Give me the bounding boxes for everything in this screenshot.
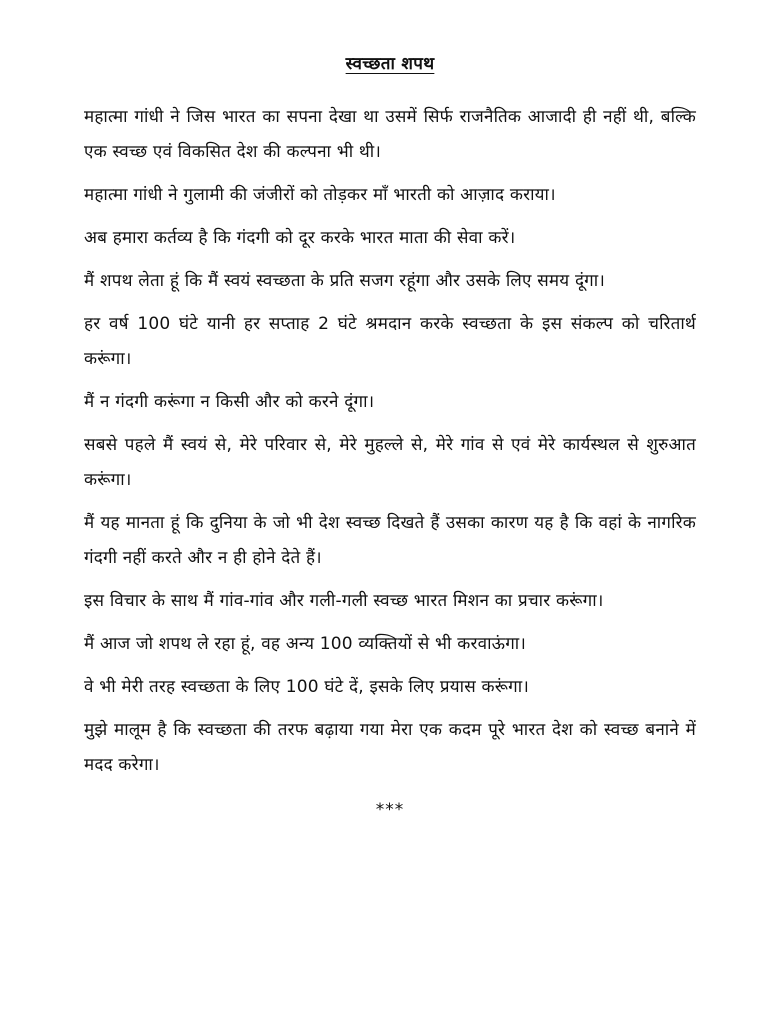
paragraph-1: महात्मा गांधी ने जिस भारत का सपना देखा था उसमें सिर्फ राजनैतिक आजादी ही नहीं थी, बल्कि एक स्वच्छ एवं विकसित देश की कल्पना भी थी।: [84, 107, 696, 162]
paragraph-10: मैं आज जो शपथ ले रहा हूं, वह अन्य 100 व्यक्तियों से भी करवाऊंगा।: [84, 634, 527, 654]
paragraph-5: हर वर्ष 100 घंटे यानी हर सप्ताह 2 घंटे श्रमदान करके स्वच्छता के इस संकल्प को चरितार्थ करूंगा।: [84, 314, 696, 369]
paragraph-7: सबसे पहले मैं स्वयं से, मेरे परिवार से, मेरे मुहल्ले से, मेरे गांव से एवं मेरे कार्यस्थल से शुरुआत करूंगा।: [84, 435, 696, 490]
document-page: [84, 48, 696, 825]
paragraph-3: अब हमारा कर्तव्य है कि गंदगी को दूर करके भारत माता की सेवा करें।: [84, 228, 516, 248]
paragraph-11: वे भी मेरी तरह स्वच्छता के लिए 100 घंटे दें, इसके लिए प्रयास करूंगा।: [84, 677, 529, 697]
paragraph-9: इस विचार के साथ मैं गांव-गांव और गली-गली स्वच्छ भारत मिशन का प्रचार करूंगा।: [84, 591, 604, 611]
paragraph-8: मैं यह मानता हूं कि दुनिया के जो भी देश स्वच्छ दिखते हैं उसका कारण यह है कि वहां के नागरिक गंदगी नहीं करते और न ही होने देते हैं।: [84, 513, 696, 568]
paragraph-12: मुझे मालूम है कि स्वच्छता की तरफ बढ़ाया गया मेरा एक कदम पूरे भारत देश को स्वच्छ बनाने में मदद करेगा।: [84, 720, 696, 775]
paragraph-4: मैं शपथ लेता हूं कि मैं स्वयं स्वच्छता के प्रति सजग रहूंगा और उसके लिए समय दूंगा।: [84, 271, 605, 291]
paragraph-6: मैं न गंदगी करूंगा न किसी और को करने दूंगा।: [84, 392, 375, 412]
page-title: स्वच्छता शपथ: [345, 54, 435, 74]
paragraph-2: महात्मा गांधी ने गुलामी की जंजीरों को तोड़कर माँ भारती को आज़ाद कराया।: [84, 185, 556, 205]
end-mark: ***: [375, 800, 405, 820]
